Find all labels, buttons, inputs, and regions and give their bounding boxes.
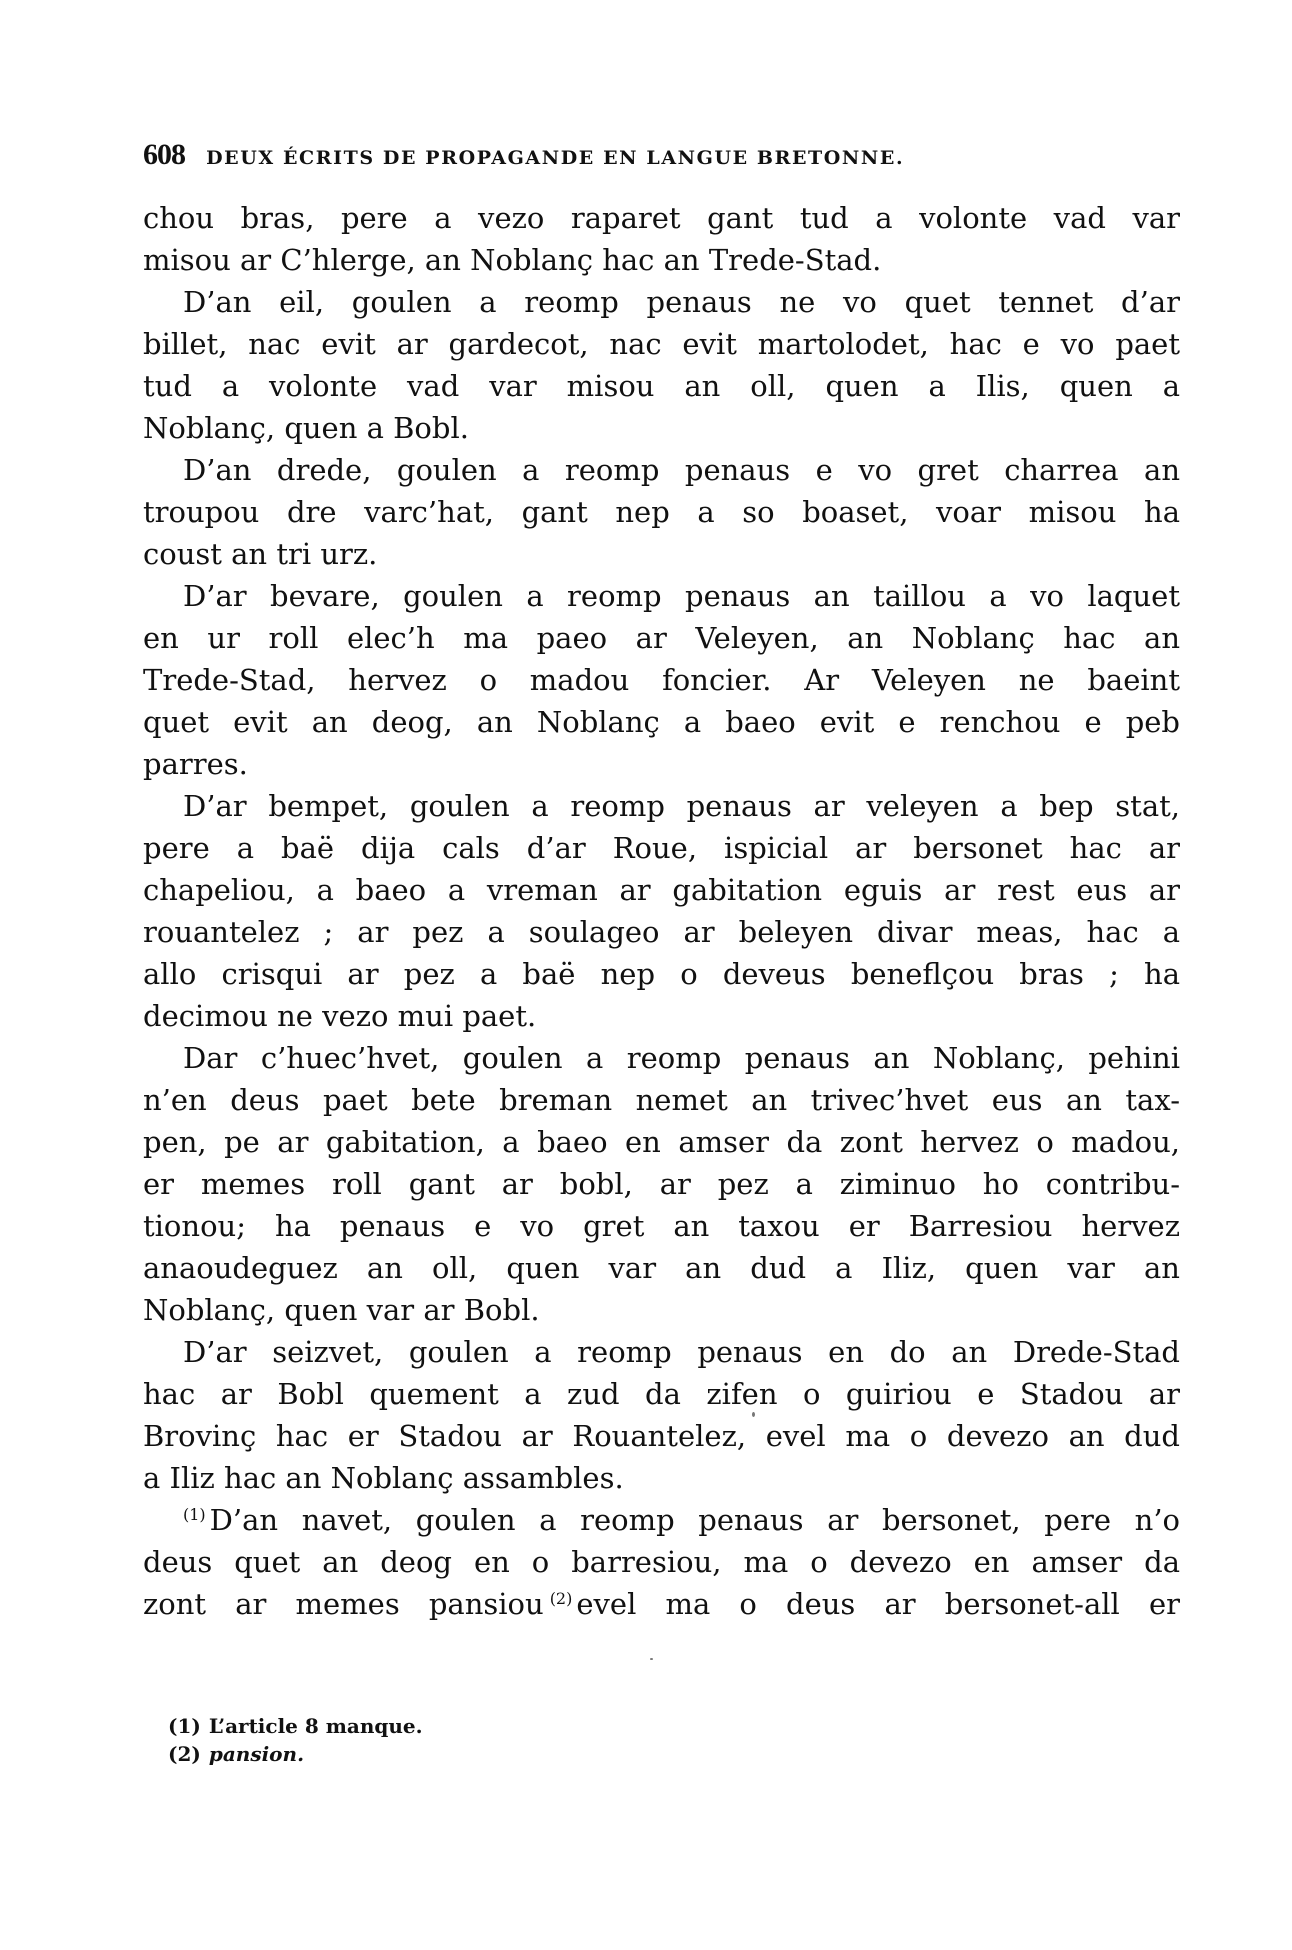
footnote-marker: (1) <box>168 1714 201 1738</box>
text-line <box>143 239 1180 281</box>
line-text: D’ar bempet, goulen a reomp penaus ar veleyen a bep stat, <box>183 789 1180 823</box>
line-text: D’an eil, goulen a reomp penaus ne vo quet tennet d’ar <box>183 285 1180 319</box>
line-text: decimou ne vezo mui paet. <box>143 999 537 1033</box>
text-line-content <box>143 197 1180 239</box>
text-line-content <box>143 491 1180 533</box>
line-text: coust an tri urz. <box>143 537 378 571</box>
text-line-content <box>143 743 1180 785</box>
text-line-content <box>143 995 1180 1037</box>
text-line-content <box>143 617 1180 659</box>
line-text: Trede-Stad, hervez o madou foncier. Ar Veleyen ne baeint <box>143 663 1180 697</box>
line-text: troupou dre varc’hat, gant nep a so boaset, voar misou ha <box>143 495 1180 529</box>
text-line-content <box>143 1415 1180 1457</box>
page-number: 608 <box>143 138 185 171</box>
text-line-content <box>143 1583 1180 1625</box>
text-line <box>143 1457 1180 1499</box>
footnote <box>168 1712 423 1740</box>
running-head <box>143 138 904 178</box>
line-text: quet evit an deog, an Noblanç a baeo evit e renchou e peb <box>143 705 1180 739</box>
line-text: n’en deus paet bete breman nemet an trivec’hvet eus an tax- <box>143 1083 1180 1117</box>
text-line <box>143 1373 1180 1415</box>
text-line-content <box>143 1247 1180 1289</box>
text-line <box>143 491 1180 533</box>
text-line <box>143 659 1180 701</box>
text-line <box>143 617 1180 659</box>
line-text: tud a volonte vad var misou an oll, quen a Ilis, quen a <box>143 369 1180 403</box>
text-line <box>143 1079 1180 1121</box>
text-line <box>143 911 1180 953</box>
text-line-content <box>143 323 1180 365</box>
text-line <box>143 407 1180 449</box>
text-line <box>143 953 1180 995</box>
text-line-content <box>143 239 1180 281</box>
line-text: deus quet an deog en o barresiou, ma o devezo en amser da <box>143 1545 1180 1579</box>
text-line-content <box>143 659 1180 701</box>
line-text: allo crisqui ar pez a baë nep o deveus beneflçou bras ; ha <box>143 957 1180 991</box>
line-text: D’an drede, goulen a reomp penaus e vo gret charrea an <box>183 453 1180 487</box>
line-text: tionou; ha penaus e vo gret an taxou er Barresiou hervez <box>143 1209 1180 1243</box>
text-line-content <box>183 1499 1180 1541</box>
text-line-content <box>143 1163 1180 1205</box>
text-line-content <box>183 281 1180 323</box>
text-line-content <box>183 449 1180 491</box>
text-line-content <box>143 1373 1180 1415</box>
text-line <box>143 1289 1180 1331</box>
text-line <box>143 785 1180 827</box>
line-text: anaoudeguez an oll, quen var an dud a Iliz, quen var an <box>143 1251 1180 1285</box>
text-line-content <box>183 785 1180 827</box>
text-line-content <box>143 869 1180 911</box>
line-text: D’ar bevare, goulen a reomp penaus an taillou a vo laquet <box>183 579 1180 613</box>
text-line-content <box>143 1121 1180 1163</box>
footnote-text: pansion. <box>208 1742 305 1766</box>
text-line-content <box>143 407 1180 449</box>
text-line-content <box>143 1289 1180 1331</box>
text-line <box>143 1205 1180 1247</box>
text-line-content <box>183 1331 1180 1373</box>
text-line <box>143 1163 1180 1205</box>
line-text: Noblanç, quen a Bobl. <box>143 411 469 445</box>
line-text: rouantelez ; ar pez a soulageo ar beleyen divar meas, hac a <box>143 915 1180 949</box>
text-line-content <box>143 911 1180 953</box>
line-text: chapeliou, a baeo a vreman ar gabitation eguis ar rest eus ar <box>143 873 1180 907</box>
footnote-text: L’article 8 manque. <box>208 1714 423 1738</box>
line-text: parres. <box>143 747 248 781</box>
print-speck <box>650 1658 653 1660</box>
footnote-marker: (2) <box>168 1742 201 1766</box>
text-line <box>143 197 1180 239</box>
text-line-content <box>143 533 1180 575</box>
text-line-content <box>143 701 1180 743</box>
line-text: en ur roll elec’h ma paeo ar Veleyen, an Noblanç hac an <box>143 621 1180 655</box>
text-line-content <box>143 1079 1180 1121</box>
footnote <box>168 1740 423 1768</box>
text-line <box>143 281 1180 323</box>
text-line-content <box>143 365 1180 407</box>
line-text: D’an navet, goulen a reomp penaus ar bersonet, pere n’o <box>209 1503 1180 1537</box>
line-text: a Iliz hac an Noblanç assambles. <box>143 1461 624 1495</box>
line-text: Brovinç hac er Stadou ar Rouantelez, evel ma o devezo an dud <box>143 1419 1180 1453</box>
text-line <box>143 743 1180 785</box>
text-line <box>143 1331 1180 1373</box>
text-line <box>143 1121 1180 1163</box>
text-line <box>143 827 1180 869</box>
line-text: chou bras, pere a vezo raparet gant tud a volonte vad var <box>143 201 1180 235</box>
text-line-content <box>143 827 1180 869</box>
text-line <box>143 449 1180 491</box>
line-text: Dar c’huec’hvet, goulen a reomp penaus an Noblanç, pehini <box>183 1041 1180 1075</box>
text-line <box>143 1499 1180 1541</box>
text-line-content <box>143 1205 1180 1247</box>
text-line <box>143 323 1180 365</box>
text-line-content <box>143 1457 1180 1499</box>
text-line <box>143 1415 1180 1457</box>
footnote-reference[interactable]: (2) <box>549 1589 573 1608</box>
line-text: hac ar Bobl quement a zud da zifen o guiriou e Stadou ar <box>143 1377 1180 1411</box>
line-text: evel ma o deus ar bersonet-all er <box>576 1587 1180 1621</box>
text-line <box>143 533 1180 575</box>
text-line <box>143 1583 1180 1625</box>
line-text: billet, nac evit ar gardecot, nac evit martolodet, hac e vo paet <box>143 327 1180 361</box>
text-line <box>143 1541 1180 1583</box>
text-line <box>143 1247 1180 1289</box>
text-line <box>143 1037 1180 1079</box>
line-text: pen, pe ar gabitation, a baeo en amser da zont hervez o madou, <box>143 1125 1180 1159</box>
body-text <box>143 197 1180 1625</box>
line-text: zont ar memes pansiou <box>143 1587 544 1621</box>
text-line-content <box>143 953 1180 995</box>
line-text: Noblanç, quen var ar Bobl. <box>143 1293 540 1327</box>
text-line-content <box>183 1037 1180 1079</box>
line-text: er memes roll gant ar bobl, ar pez a ziminuo ho contribu- <box>143 1167 1180 1201</box>
text-line <box>143 869 1180 911</box>
running-title: DEUX ÉCRITS DE PROPAGANDE EN LANGUE BRETONNE. <box>206 147 905 169</box>
text-line <box>143 995 1180 1037</box>
line-text: D’ar seizvet, goulen a reomp penaus en do an Drede-Stad <box>183 1335 1180 1369</box>
footnotes <box>168 1712 423 1768</box>
text-line <box>143 701 1180 743</box>
line-text: misou ar C’hlerge, an Noblanç hac an Trede-Stad. <box>143 243 882 277</box>
line-text: pere a baë dija cals d’ar Roue, ispicial ar bersonet hac ar <box>143 831 1180 865</box>
print-speck <box>752 1412 755 1417</box>
text-line <box>143 365 1180 407</box>
text-line-content <box>183 575 1180 617</box>
footnote-reference[interactable]: (1) <box>183 1505 206 1524</box>
text-line-content <box>143 1541 1180 1583</box>
text-line <box>143 575 1180 617</box>
